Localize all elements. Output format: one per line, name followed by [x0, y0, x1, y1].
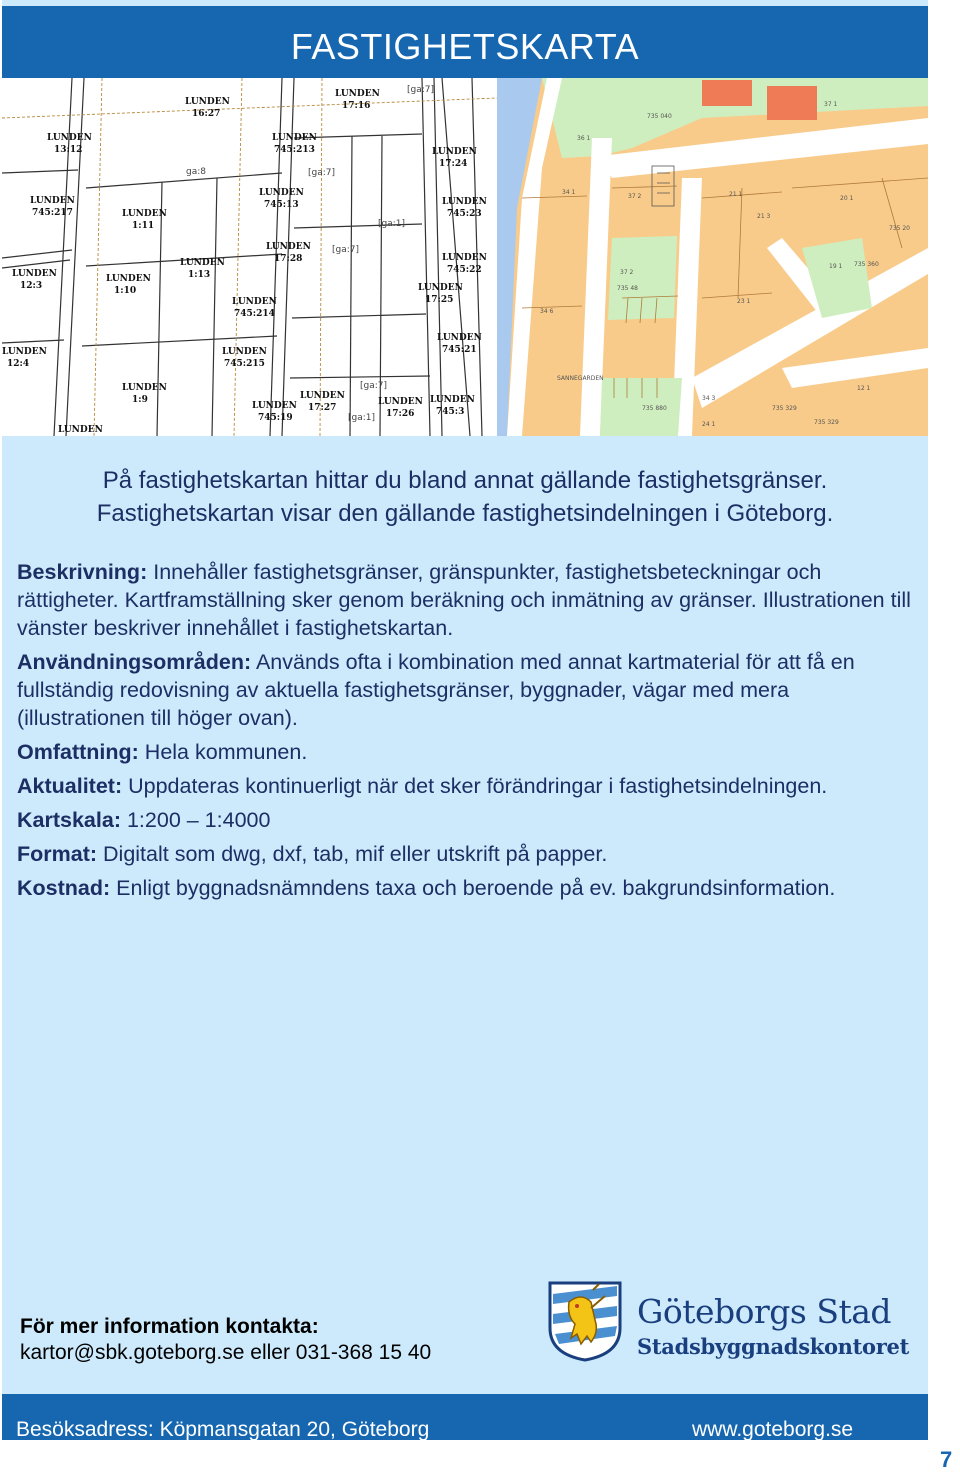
goteborgs-stad-logo — [547, 1280, 917, 1362]
svg-text:745:215: 745:215 — [224, 359, 265, 369]
svg-text:745:23: 745:23 — [447, 209, 482, 219]
svg-text:LUNDEN: LUNDEN — [2, 347, 47, 357]
property-map-sample — [2, 78, 928, 436]
omfattning-paragraph — [17, 738, 917, 766]
svg-text:LUNDEN: LUNDEN — [122, 383, 167, 393]
intro-line-1: På fastighetskartan hittar du bland annat gällande fastighetsgränser. — [102, 467, 828, 494]
svg-text:LUNDEN: LUNDEN — [259, 188, 304, 198]
svg-text:[ga:7]: [ga:7] — [332, 245, 360, 255]
svg-text:37 2: 37 2 — [620, 269, 634, 276]
svg-text:LUNDEN: LUNDEN — [418, 283, 463, 293]
footer-website-link[interactable]: www.goteborg.se — [692, 1418, 854, 1441]
page-title: FASTIGHETSKARTA — [290, 26, 640, 67]
svg-text:735 880: 735 880 — [642, 405, 667, 412]
svg-text:LUNDEN: LUNDEN — [378, 397, 423, 407]
anvandning-label: Användningsområden: — [17, 650, 252, 674]
svg-text:LUNDEN: LUNDEN — [185, 97, 230, 107]
svg-text:LUNDEN: LUNDEN — [106, 274, 151, 284]
svg-text:745:19: 745:19 — [258, 413, 293, 423]
svg-text:34 1: 34 1 — [562, 189, 576, 196]
svg-text:1:9: 1:9 — [132, 395, 148, 405]
omfattning-label: Omfattning: — [17, 740, 139, 764]
aktualitet-label: Aktualitet: — [17, 774, 123, 798]
svg-text:12 1: 12 1 — [857, 385, 871, 392]
svg-text:745:22: 745:22 — [447, 265, 482, 275]
svg-text:1:11: 1:11 — [132, 221, 155, 231]
anvandning-paragraph — [17, 648, 917, 732]
svg-text:LUNDEN: LUNDEN — [58, 425, 103, 435]
anvandning-text: Används ofta i kombination med annat kartmaterial för att få en fullständig redovisning av aktuella fastighetsgränser, byggnader, vägar med mera (illustrationen till höger ovan). — [17, 650, 855, 730]
svg-text:17:27: 17:27 — [308, 403, 337, 413]
svg-text:17:16: 17:16 — [342, 101, 371, 111]
svg-text:17:25: 17:25 — [425, 295, 454, 305]
svg-text:LUNDEN: LUNDEN — [180, 258, 225, 268]
svg-text:LUNDEN: LUNDEN — [335, 89, 380, 99]
kostnad-label: Kostnad: — [17, 876, 111, 900]
format-label: Format: — [17, 842, 98, 866]
svg-text:735 329: 735 329 — [772, 405, 797, 412]
map-illustrations — [2, 78, 928, 436]
intro-line-2: Fastighetskartan visar den gällande fastighetsindelningen i Göteborg. — [96, 500, 834, 527]
svg-text:LUNDEN: LUNDEN — [122, 209, 167, 219]
svg-text:24 1: 24 1 — [702, 421, 716, 428]
omfattning-text: Hela kommunen. — [144, 740, 308, 764]
svg-text:[ga:1]: [ga:1] — [348, 413, 376, 423]
beskrivning-paragraph — [17, 558, 917, 642]
svg-text:LUNDEN: LUNDEN — [12, 269, 57, 279]
svg-text:LUNDEN: LUNDEN — [442, 253, 487, 263]
svg-text:735 20: 735 20 — [889, 225, 910, 232]
svg-text:34 3: 34 3 — [702, 395, 716, 402]
svg-text:1:10: 1:10 — [114, 286, 137, 296]
page-number: 7 — [940, 1447, 953, 1472]
svg-text:12:3: 12:3 — [20, 281, 43, 291]
svg-text:LUNDEN: LUNDEN — [272, 133, 317, 143]
svg-text:745:13: 745:13 — [264, 200, 299, 210]
logo-name: Göteborgs Stad — [637, 1292, 892, 1331]
svg-text:735 360: 735 360 — [854, 261, 879, 268]
header-bar — [2, 6, 928, 78]
aktualitet-paragraph — [17, 772, 917, 800]
svg-text:19 1: 19 1 — [829, 263, 843, 270]
svg-text:21 1: 21 1 — [729, 191, 743, 198]
svg-text:LUNDEN: LUNDEN — [30, 196, 75, 206]
svg-text:34 6: 34 6 — [540, 308, 554, 315]
svg-text:LUNDEN: LUNDEN — [252, 401, 297, 411]
svg-text:16:27: 16:27 — [192, 109, 221, 119]
svg-text:37 1: 37 1 — [824, 101, 838, 108]
kartskala-paragraph — [17, 806, 917, 834]
footer-address: Besöksadress: Köpmansgatan 20, Göteborg — [16, 1418, 430, 1441]
info-section — [17, 558, 917, 902]
svg-text:LUNDEN: LUNDEN — [430, 395, 475, 405]
intro-text — [2, 464, 928, 530]
contact-block — [20, 1314, 431, 1366]
svg-text:[ga:7]: [ga:7] — [308, 168, 336, 178]
colored-property-map — [497, 78, 928, 436]
svg-text:745:21: 745:21 — [442, 345, 477, 355]
svg-text:LUNDEN: LUNDEN — [432, 147, 477, 157]
svg-text:LUNDEN: LUNDEN — [300, 391, 345, 401]
svg-text:37 2: 37 2 — [628, 193, 642, 200]
svg-text:12:4: 12:4 — [7, 359, 30, 369]
svg-text:17:24: 17:24 — [439, 159, 468, 169]
svg-text:[ga:7]: [ga:7] — [407, 85, 435, 95]
svg-text:21 3: 21 3 — [757, 213, 771, 220]
aktualitet-text: Uppdateras kontinuerligt när det sker förändringar i fastighetsindelningen. — [128, 774, 828, 798]
kartskala-text: 1:200 – 1:4000 — [126, 808, 271, 832]
svg-text:LUNDEN: LUNDEN — [437, 333, 482, 343]
svg-text:LUNDEN: LUNDEN — [442, 197, 487, 207]
svg-text:17:26: 17:26 — [386, 409, 415, 419]
format-text: Digitalt som dwg, dxf, tab, mif eller utskrift på papper. — [103, 842, 608, 866]
beskrivning-label: Beskrivning: — [17, 560, 148, 584]
svg-text:735 329: 735 329 — [814, 419, 839, 426]
svg-text:SANNEGARDEN: SANNEGARDEN — [557, 375, 604, 382]
svg-text:[ga:1]: [ga:1] — [378, 219, 406, 229]
kartskala-label: Kartskala: — [17, 808, 121, 832]
kostnad-text: Enligt byggnadsnämndens taxa och beroende på ev. bakgrundsinformation. — [116, 876, 836, 900]
svg-text:LUNDEN: LUNDEN — [47, 133, 92, 143]
svg-text:LUNDEN: LUNDEN — [232, 297, 277, 307]
svg-text:745:214: 745:214 — [234, 309, 275, 319]
svg-text:ga:8: ga:8 — [186, 167, 206, 177]
svg-text:745:213: 745:213 — [274, 145, 315, 155]
svg-text:17:28: 17:28 — [274, 254, 303, 264]
svg-text:745:3: 745:3 — [436, 407, 465, 417]
beskrivning-text: Innehåller fastighetsgränser, gränspunkter, fastighetsbeteckningar och rättigheter. Kartframställning sker genom beräkning och inmätning av gränser. Illustrationen till vänster beskriver innehållet i fastighetskartan. — [17, 560, 911, 640]
svg-text:23 1: 23 1 — [737, 298, 751, 305]
logo-department: Stadsbyggnadskontoret — [637, 1334, 909, 1359]
svg-text:1:13: 1:13 — [188, 270, 211, 280]
contact-heading: För mer information kontakta: — [20, 1315, 319, 1338]
svg-text:LUNDEN: LUNDEN — [222, 347, 267, 357]
svg-text:LUNDEN: LUNDEN — [266, 242, 311, 252]
svg-text:36 1: 36 1 — [577, 135, 591, 142]
coat-of-arms-icon — [547, 1280, 623, 1362]
format-paragraph — [17, 840, 917, 868]
line-property-map — [2, 78, 497, 436]
svg-text:13:12: 13:12 — [54, 145, 83, 155]
svg-text:20 1: 20 1 — [840, 195, 854, 202]
svg-text:735 48: 735 48 — [617, 285, 638, 292]
svg-text:735 040: 735 040 — [647, 113, 672, 120]
contact-details[interactable]: kartor@sbk.goteborg.se eller 031-368 15 40 — [20, 1341, 432, 1364]
footer-bar — [2, 1394, 928, 1440]
svg-text:745:217: 745:217 — [32, 208, 73, 218]
svg-text:[ga:7]: [ga:7] — [360, 381, 388, 391]
kostnad-paragraph — [17, 874, 917, 902]
